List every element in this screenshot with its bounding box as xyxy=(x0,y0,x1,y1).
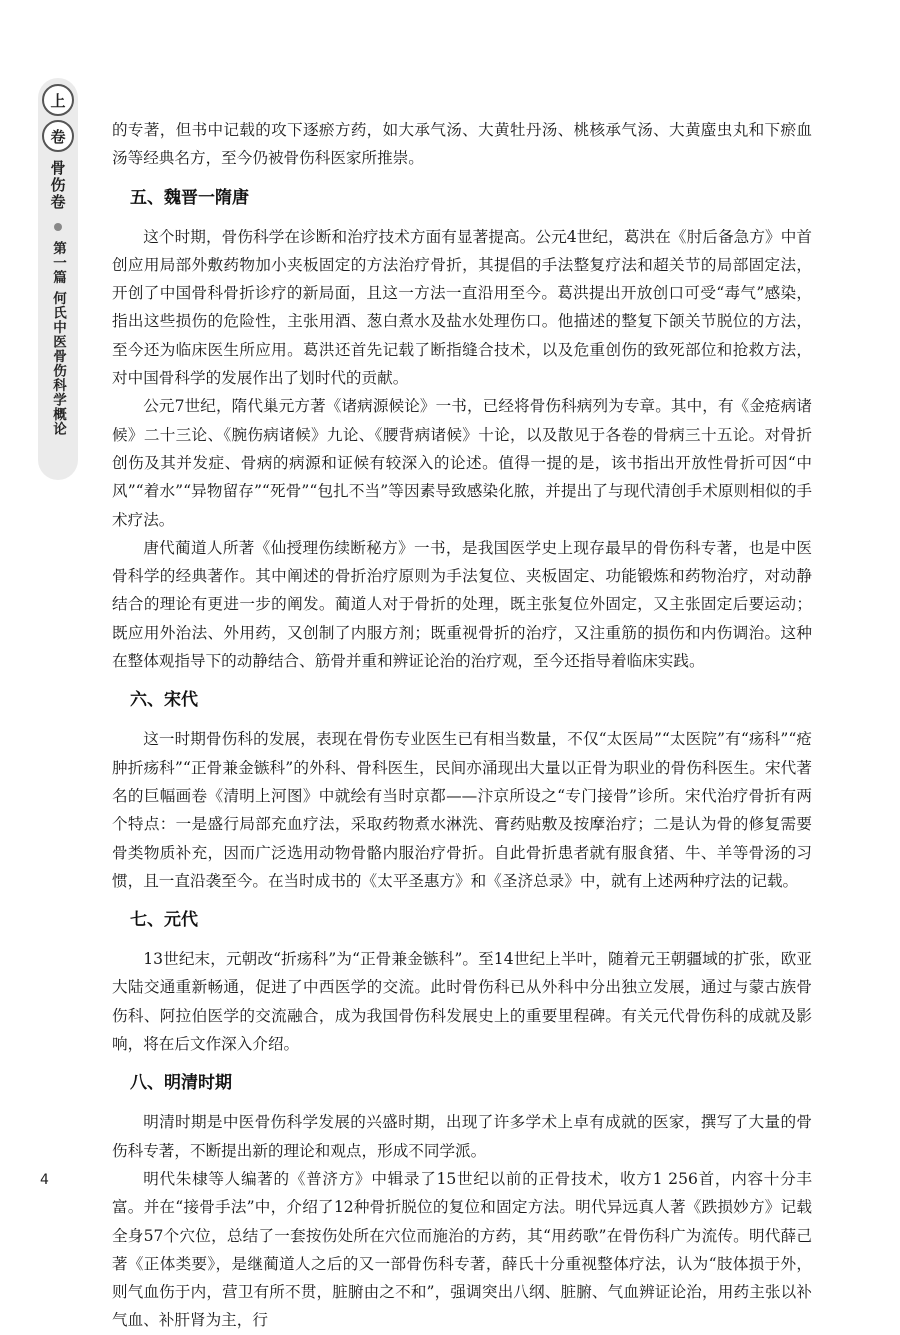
paragraph: 这个时期，骨伤科学在诊断和治疗技术方面有显著提高。公元4世纪，葛洪在《肘后备急方》中首创应用局部外敷药物加小夹板固定的方法治疗骨折，其提倡的手法整复疗法和超关节的局部固定法，开创了中国骨科骨折诊疗的新局面，且这一方法一直沿用至今。葛洪提出开放创口可受“毒气”感染，指出这些损伤的危险性，主张用酒、葱白煮水及盐水处理伤口。他描述的整复下颌关节脱位的方法，至今还为临床医生所应用。葛洪还首先记载了断指缝合技术，以及危重创伤的致死部位和抢救方法，对中国骨科学的发展作出了划时代的贡献。 xyxy=(112,227,812,388)
paragraph: 公元7世纪，隋代巢元方著《诸病源候论》一书，已经将骨伤科病列为专章。其中，有《金疮病诸候》二十三论、《腕伤病诸候》九论、《腰背病诸候》十论，以及散见于各卷的骨病三十五论。对骨折创伤及其并发症、骨病的病源和证候有较深入的论述。值得一提的是，该书指出开放性骨折可因“中风”“着水”“异物留存”“死骨”“包扎不当”等因素导致感染化脓，并提出了与现代清创手术原则相似的手术疗法。 xyxy=(112,397,812,529)
volume-title: 骨伤卷 xyxy=(48,160,67,211)
main-content xyxy=(112,116,812,1335)
section-heading: 五、魏晋一隋唐 xyxy=(130,187,249,208)
volume-badge-1: 上 xyxy=(42,84,74,116)
separator-dot xyxy=(54,223,62,231)
paragraph: 明代朱棣等人编著的《普济方》中辑录了15世纪以前的正骨技术，收方1 256首，内容十分丰富。并在“接骨手法”中，介绍了12种骨折脱位的复位和固定方法。明代异远真人著《跌损妙方》记载全身57个穴位，总结了一套按伤处所在穴位而施治的方药，其“用药歌”在骨伤科广为流传。明代薛己著《正体类要》，是继蔺道人之后的又一部骨伤科专著，薛氏十分重视整体疗法，认为“肢体损于外，则气血伤于内，营卫有所不贯，脏腑由之不和”，强调突出八纲、脏腑、气血辨证论治，用药主张以补气血、补肝肾为主，行 xyxy=(112,1169,812,1330)
part-title: 何氏中医骨伤科学概论 xyxy=(50,290,66,436)
side-tab xyxy=(38,78,78,480)
page-number: 4 xyxy=(40,1172,49,1188)
paragraph: 明清时期是中医骨伤科学发展的兴盛时期，出现了许多学术上卓有成就的医家，撰写了大量的骨伤科专著，不断提出新的理论和观点，形成不同学派。 xyxy=(112,1113,812,1160)
volume-badge-2: 卷 xyxy=(42,120,74,152)
section-heading: 七、元代 xyxy=(130,910,198,931)
section-heading: 六、宋代 xyxy=(130,690,198,711)
paragraph: 13世纪末，元朝改“折疡科”为“正骨兼金镞科”。至14世纪上半叶，随着元王朝疆域的扩张，欧亚大陆交通重新畅通，促进了中西医学的交流。此时骨伤科已从外科中分出独立发展，通过与蒙古族骨伤科、阿拉伯医学的交流融合，成为我国骨伤科发展史上的重要里程碑。有关元代骨伤科的成就及影响，将在后文作深入介绍。 xyxy=(112,950,812,1054)
intro-paragraph: 的专著，但书中记载的攻下逐瘀方药，如大承气汤、大黄牡丹汤、桃核承气汤、大黄䗪虫丸和下瘀血汤等经典名方，至今仍被骨伤科医家所推崇。 xyxy=(112,121,812,168)
section-heading: 八、明清时期 xyxy=(130,1073,232,1094)
part-label: 第一篇 xyxy=(50,241,66,285)
paragraph: 这一时期骨伤科的发展，表现在骨伤专业医生已有相当数量，不仅“太医局”“太医院”有“疡科”“疮肿折疡科”“正骨兼金镞科”的外科、骨科医生，民间亦涌现出大量以正骨为职业的骨伤科医生。宋代著名的巨幅画卷《清明上河图》中就绘有当时京都——汴京所设之“专门接骨”诊所。宋代治疗骨折有两个特点：一是盛行局部充血疗法，采取药物煮水淋洗、膏药贴敷及按摩治疗；二是认为骨的修复需要骨类物质补充，因而广泛选用动物骨骼内服治疗骨折。自此骨折患者就有服食猪、牛、羊等骨汤的习惯，且一直沿袭至今。在当时成书的《太平圣惠方》和《圣济总录》中，就有上述两种疗法的记载。 xyxy=(112,730,812,890)
paragraph: 唐代蔺道人所著《仙授理伤续断秘方》一书，是我国医学史上现存最早的骨伤科专著，也是中医骨科学的经典著作。其中阐述的骨折治疗原则为手法复位、夹板固定、功能锻炼和药物治疗，对动静结合的理论有更进一步的阐发。蔺道人对于骨折的处理，既主张复位外固定，又主张固定后要运动；既应用外治法、外用药，又创制了内服方剂；既重视骨折的治疗，又注重筋的损伤和内伤调治。这种在整体观指导下的动静结合、筋骨并重和辨证论治的治疗观，至今还指导着临床实践。 xyxy=(112,538,812,671)
